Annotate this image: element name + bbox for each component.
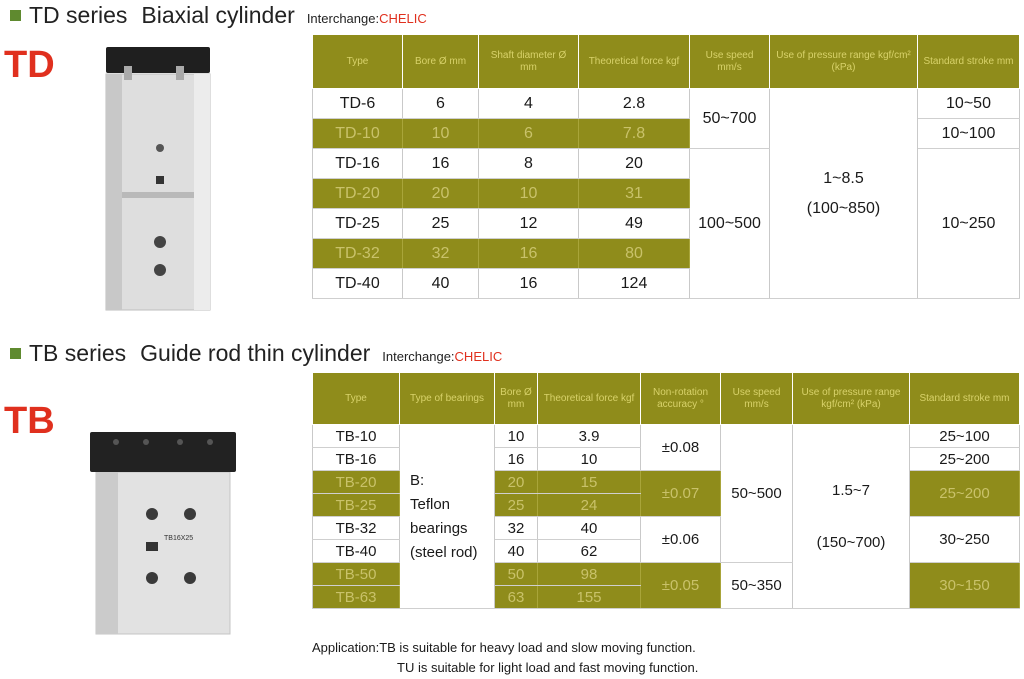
force-cell: 3.9 — [538, 425, 641, 448]
stroke-cell: 10~100 — [918, 119, 1020, 149]
table-row — [313, 425, 1020, 448]
header-pressure-range: Use of pressure range kgf/cm² (kPa) — [770, 35, 918, 89]
speed-cell: 50~700 — [690, 89, 770, 149]
td-interchange: Interchange:CHELIC — [306, 11, 427, 26]
stroke-cell: 10~250 — [918, 149, 1020, 299]
td-cylinder-image — [100, 44, 218, 312]
bore-cell: 25 — [403, 209, 479, 239]
tb-section-heading — [10, 340, 502, 367]
pressure-value: 1~8.5 — [823, 169, 864, 187]
shaft-cell: 10 — [479, 179, 579, 209]
application-line-1: Application:TB is suitable for heavy load and slow moving function. — [312, 640, 696, 655]
tb-series-title: TB series — [29, 340, 127, 366]
type-cell: TB-10 — [313, 425, 400, 448]
shaft-cell: 6 — [479, 119, 579, 149]
bore-cell: 16 — [495, 448, 538, 471]
bearing-line: bearings — [410, 519, 468, 537]
bore-cell: 6 — [403, 89, 479, 119]
td-series-title: TD series — [29, 2, 128, 28]
speed-cell: 50~350 — [721, 563, 793, 609]
bore-cell: 50 — [495, 563, 538, 586]
header-theoretical-force: Theoretical force kgf — [538, 373, 641, 425]
force-cell: 62 — [538, 540, 641, 563]
bore-cell: 16 — [403, 149, 479, 179]
type-cell: TD-32 — [313, 239, 403, 269]
force-cell: 124 — [579, 269, 690, 299]
pressure-cell — [770, 89, 918, 299]
pressure-kpa-value: (150~700) — [816, 533, 886, 551]
shaft-cell: 16 — [479, 269, 579, 299]
type-cell: TD-6 — [313, 89, 403, 119]
bore-cell: 10 — [403, 119, 479, 149]
tb-interchange: Interchange:CHELIC — [382, 349, 503, 364]
type-cell: TD-10 — [313, 119, 403, 149]
pressure-value: 1.5~7 — [832, 481, 870, 499]
stroke-cell: 30~150 — [910, 563, 1020, 609]
header-bore: Bore Ø mm — [403, 35, 479, 89]
accuracy-cell: ±0.07 — [641, 471, 721, 517]
header-standard-stroke: Standard stroke mm — [910, 373, 1020, 425]
type-cell: TD-20 — [313, 179, 403, 209]
accuracy-cell: ±0.06 — [641, 517, 721, 563]
header-standard-stroke: Standard stroke mm — [918, 35, 1020, 89]
force-cell: 24 — [538, 494, 641, 517]
type-cell: TB-32 — [313, 517, 400, 540]
type-cell: TB-16 — [313, 448, 400, 471]
td-series-subtitle: Biaxial cylinder — [141, 2, 295, 28]
tb-series-subtitle: Guide rod thin cylinder — [140, 340, 371, 366]
type-cell: TD-25 — [313, 209, 403, 239]
bore-cell: 20 — [495, 471, 538, 494]
stroke-cell: 10~50 — [918, 89, 1020, 119]
speed-cell: 50~500 — [721, 425, 793, 563]
header-type: Type — [313, 373, 400, 425]
type-cell: TD-16 — [313, 149, 403, 179]
force-cell: 31 — [579, 179, 690, 209]
force-cell: 98 — [538, 563, 641, 586]
header-bearing-type: Type of bearings — [400, 373, 495, 425]
type-cell: TB-50 — [313, 563, 400, 586]
accuracy-cell: ±0.05 — [641, 563, 721, 609]
tb-code: TB — [4, 400, 55, 442]
tb-interchange-brand: CHELIC — [454, 349, 503, 364]
bearing-line: B: — [410, 471, 425, 489]
type-cell: TD-40 — [313, 269, 403, 299]
bearing-line: Teflon — [410, 495, 451, 513]
shaft-cell: 16 — [479, 239, 579, 269]
force-cell: 10 — [538, 448, 641, 471]
stroke-cell: 25~200 — [910, 448, 1020, 471]
force-cell: 20 — [579, 149, 690, 179]
shaft-cell: 12 — [479, 209, 579, 239]
td-section-heading — [10, 2, 427, 29]
force-cell: 40 — [538, 517, 641, 540]
header-type: Type — [313, 35, 403, 89]
force-cell: 7.8 — [579, 119, 690, 149]
force-cell: 80 — [579, 239, 690, 269]
pressure-cell — [793, 425, 910, 609]
shaft-cell: 4 — [479, 89, 579, 119]
header-theoretical-force: Theoretical force kgf — [579, 35, 690, 89]
tb-spec-table — [312, 372, 1020, 609]
bore-cell: 40 — [495, 540, 538, 563]
td-code: TD — [4, 44, 55, 86]
stroke-cell: 25~200 — [910, 471, 1020, 517]
type-cell: TB-25 — [313, 494, 400, 517]
type-cell: TB-20 — [313, 471, 400, 494]
bore-cell: 32 — [495, 517, 538, 540]
table-row — [313, 89, 1020, 119]
type-cell: TB-40 — [313, 540, 400, 563]
bore-cell: 32 — [403, 239, 479, 269]
bore-cell: 40 — [403, 269, 479, 299]
stroke-cell: 25~100 — [910, 425, 1020, 448]
bullet-square-icon — [10, 348, 21, 359]
header-non-rotation-accuracy: Non-rotation accuracy ° — [641, 373, 721, 425]
td-spec-table — [312, 34, 1020, 299]
force-cell: 49 — [579, 209, 690, 239]
td-interchange-brand: CHELIC — [379, 11, 427, 26]
bullet-square-icon — [10, 10, 21, 21]
table-header-row — [313, 373, 1020, 425]
type-cell: TB-63 — [313, 586, 400, 609]
header-use-speed: Use speed mm/s — [721, 373, 793, 425]
header-shaft-diameter: Shaft diameter Ø mm — [479, 35, 579, 89]
bearing-cell — [400, 425, 495, 609]
bore-cell: 20 — [403, 179, 479, 209]
table-header-row — [313, 35, 1020, 89]
application-note — [312, 638, 698, 678]
tb-cylinder-image — [86, 428, 240, 638]
bore-cell: 25 — [495, 494, 538, 517]
bore-cell: 10 — [495, 425, 538, 448]
force-cell: 2.8 — [579, 89, 690, 119]
accuracy-cell: ±0.08 — [641, 425, 721, 471]
bearing-line: (steel rod) — [410, 543, 478, 561]
force-cell: 155 — [538, 586, 641, 609]
application-line-2: TU is suitable for light load and fast moving function. — [397, 660, 699, 675]
header-bore: Bore Ø mm — [495, 373, 538, 425]
force-cell: 15 — [538, 471, 641, 494]
tb-product-label: TB16X25 — [164, 535, 194, 542]
speed-cell: 100~500 — [690, 149, 770, 299]
stroke-cell: 30~250 — [910, 517, 1020, 563]
header-use-speed: Use speed mm/s — [690, 35, 770, 89]
shaft-cell: 8 — [479, 149, 579, 179]
header-pressure-range: Use of pressure range kgf/cm² (kPa) — [793, 373, 910, 425]
pressure-kpa-value: (100~850) — [806, 199, 881, 217]
bore-cell: 63 — [495, 586, 538, 609]
